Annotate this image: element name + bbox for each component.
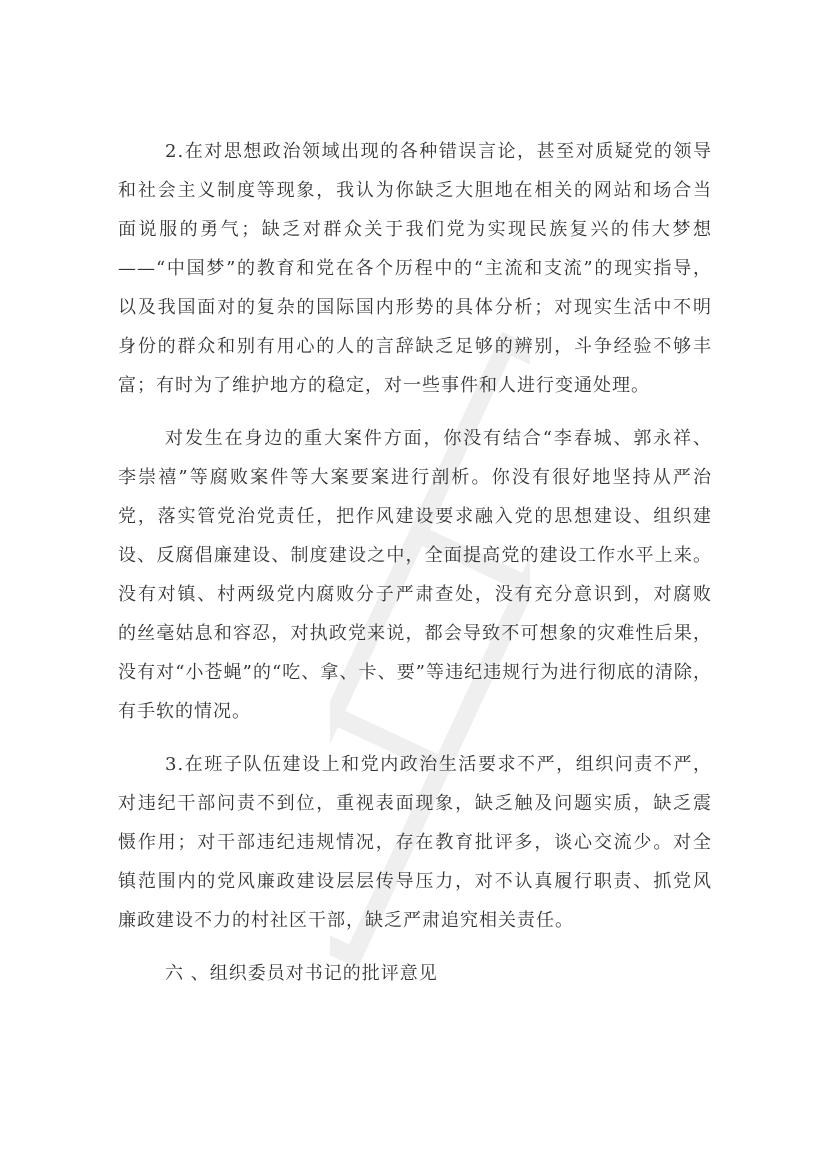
text-line: 有手软的情况。 xyxy=(118,701,251,722)
paragraph xyxy=(118,745,712,940)
text-line: ——“中国梦”的教育和党在各个历程中的“主流和支流”的现实指导， xyxy=(118,258,712,279)
text-line: 和社会主义制度等现象，我认为你缺乏大胆地在相关的网站和场合当 xyxy=(118,180,712,201)
text-line: 廉政建设不力的村社区干部，缺乏严肃追究相关责任。 xyxy=(118,910,574,931)
text-line: 六 、组织委员对书记的批评意见 xyxy=(165,963,438,984)
text-line: 2.在对思想政治领域出现的各种错误言论，甚至对质疑党的领导 xyxy=(165,141,712,162)
paragraph xyxy=(118,419,712,731)
text-line: 的丝毫姑息和容忍，对执政党来说，都会导致不可想象的灾难性后果， xyxy=(118,623,712,644)
text-line: 慑作用；对干部违纪违规情况，存在教育批评多，谈心交流少。对全 xyxy=(118,832,712,853)
text-line: 3.在班子队伍建设上和党内政治生活要求不严，组织问责不严， xyxy=(165,754,712,775)
text-line: 党，落实管党治党责任，把作风建设要求融入党的思想建设、组织建 xyxy=(118,506,712,527)
text-line: 对发生在身边的重大案件方面，你没有结合“李春城、郭永祥、 xyxy=(165,428,712,449)
text-line: 李崇禧”等腐败案件等大案要案进行剖析。你没有很好地坚持从严治 xyxy=(118,467,712,488)
text-line: 对违纪干部问责不到位，重视表面现象，缺乏触及问题实质，缺乏震 xyxy=(118,793,712,814)
paragraph xyxy=(118,132,712,405)
text-line: 镇范围内的党风廉政建设层层传导压力，对不认真履行职责、抓党风 xyxy=(118,871,712,892)
text-line: 设、反腐倡廉建设、制度建设之中，全面提高党的建设工作水平上来。 xyxy=(118,545,712,566)
text-line: 身份的群众和别有用心的人的言辞缺乏足够的辨别，斗争经验不够丰 xyxy=(118,336,712,357)
text-line: 富；有时为了维护地方的稳定，对一些事件和人进行变通处理。 xyxy=(118,375,650,396)
text-line: 以及我国面对的复杂的国际国内形势的具体分析；对现实生活中不明 xyxy=(118,297,712,318)
document-body xyxy=(118,132,712,1007)
text-line: 没有对“小苍蝇”的“吃、拿、卡、要”等违纪违规行为进行彻底的清除， xyxy=(118,662,712,683)
text-line: 没有对镇、村两级党内腐败分子严肃查处，没有充分意识到，对腐败 xyxy=(118,584,712,605)
section-heading xyxy=(118,954,712,993)
text-line: 面说服的勇气；缺乏对群众关于我们党为实现民族复兴的伟大梦想 xyxy=(118,219,712,240)
